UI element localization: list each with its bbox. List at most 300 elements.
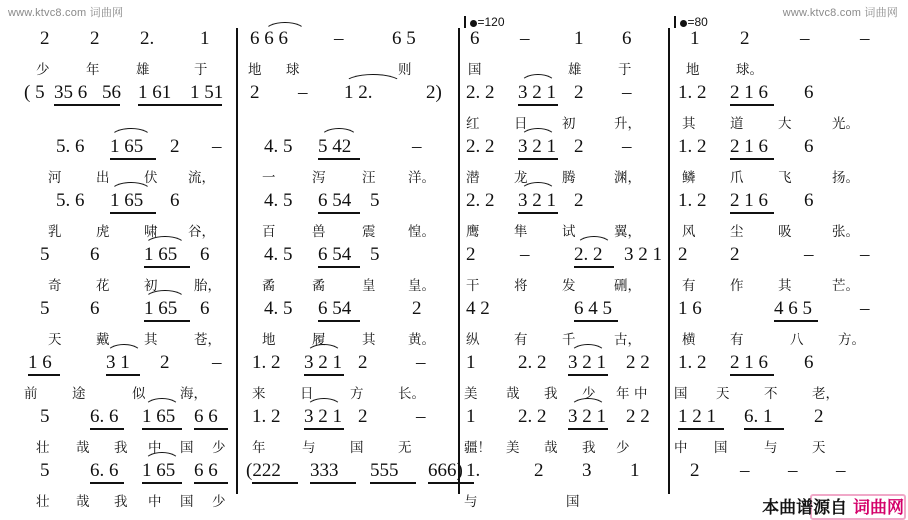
note: 1. 2 bbox=[678, 82, 707, 103]
beam bbox=[194, 482, 228, 484]
note: 2 bbox=[358, 406, 368, 427]
beam bbox=[568, 428, 608, 430]
lyric: 天 bbox=[716, 386, 730, 402]
lyric: 途 bbox=[72, 386, 86, 402]
note: 1 bbox=[466, 352, 476, 373]
beam bbox=[730, 158, 774, 160]
note: – bbox=[520, 244, 530, 265]
note: 2) bbox=[426, 82, 442, 103]
note: 5 42 bbox=[318, 136, 352, 157]
note: 2 bbox=[466, 244, 476, 265]
note: 5 bbox=[40, 406, 50, 427]
lyric: 扬。 bbox=[832, 170, 859, 186]
note: – bbox=[860, 298, 870, 319]
note: 6 6 bbox=[194, 460, 218, 481]
lyric: 光。 bbox=[832, 116, 859, 132]
tempo-mark-2: =80 bbox=[676, 14, 708, 29]
note: – bbox=[804, 244, 814, 265]
lyric: 我 bbox=[114, 494, 128, 510]
lyric: 少 bbox=[616, 440, 630, 456]
note: 4. 5 bbox=[264, 298, 293, 319]
note: 3 2 1 bbox=[624, 244, 662, 265]
note: 2 bbox=[534, 460, 544, 481]
beam bbox=[428, 482, 474, 484]
lyric: 芒。 bbox=[832, 278, 859, 294]
lyric: 初 bbox=[562, 116, 576, 132]
lyric: 花 bbox=[96, 278, 110, 294]
lyric: 于 bbox=[618, 62, 632, 78]
lyric: 古， bbox=[614, 332, 641, 348]
note: – bbox=[860, 244, 870, 265]
lyric: 皇 bbox=[362, 278, 376, 294]
note: 2 bbox=[358, 352, 368, 373]
lyric: 硎， bbox=[614, 278, 641, 294]
note: 1 65 bbox=[144, 244, 178, 265]
note: 2 1 6 bbox=[730, 352, 768, 373]
lyric: 中 bbox=[634, 386, 648, 402]
note: 3 2 1 bbox=[518, 190, 556, 211]
tempo-mark-1: =120 bbox=[466, 14, 505, 29]
lyric: 哉 bbox=[76, 494, 90, 510]
score-row bbox=[14, 404, 894, 458]
note: 2 bbox=[690, 460, 700, 481]
note: 2 bbox=[678, 244, 688, 265]
lyric: 谷， bbox=[188, 224, 215, 240]
note: 2 1 6 bbox=[730, 190, 768, 211]
note: – bbox=[800, 28, 810, 49]
lyric: 于 bbox=[194, 62, 208, 78]
lyric: 则 bbox=[398, 62, 412, 78]
note: – bbox=[860, 28, 870, 49]
note: 2 bbox=[730, 244, 740, 265]
note: 3 2 1 bbox=[518, 82, 556, 103]
lyric: 来 bbox=[252, 386, 266, 402]
lyric: 似 bbox=[132, 386, 146, 402]
lyric: 国 bbox=[674, 386, 688, 402]
note: 2. bbox=[140, 28, 155, 49]
lyric: 矞 bbox=[262, 278, 276, 294]
footer-credit bbox=[762, 493, 904, 518]
note: 2 bbox=[814, 406, 824, 427]
note: 2 bbox=[250, 82, 260, 103]
beam bbox=[144, 266, 190, 268]
lyric: 流， bbox=[188, 170, 215, 186]
lyric: 张。 bbox=[832, 224, 859, 240]
note: 6 54 bbox=[318, 190, 352, 211]
note: 1 bbox=[630, 460, 640, 481]
lyric: 日 bbox=[514, 116, 528, 132]
beam bbox=[774, 320, 818, 322]
note: – bbox=[788, 460, 798, 481]
lyric: 美 bbox=[464, 386, 478, 402]
lyric: 中 bbox=[674, 440, 688, 456]
lyric: 疆！ bbox=[464, 440, 491, 456]
lyric: 与 bbox=[302, 440, 316, 456]
note: 5 bbox=[40, 298, 50, 319]
beam bbox=[304, 374, 344, 376]
note: 2. 2 bbox=[518, 352, 547, 373]
score-row bbox=[14, 188, 894, 242]
lyric: 有 bbox=[730, 332, 744, 348]
watermark-right: www.ktvc8.com 词曲网 bbox=[782, 7, 898, 19]
note: – bbox=[212, 352, 222, 373]
beam bbox=[318, 266, 360, 268]
lyric: 其 bbox=[362, 332, 376, 348]
lyric: 天 bbox=[812, 440, 826, 456]
lyric: 虎 bbox=[96, 224, 110, 240]
beam bbox=[138, 104, 222, 106]
score-row bbox=[14, 242, 894, 296]
note: 4. 5 bbox=[264, 136, 293, 157]
beam bbox=[54, 104, 120, 106]
note: 4 6 5 bbox=[774, 298, 812, 319]
note: 1. 2 bbox=[678, 352, 707, 373]
lyric: 鹰 bbox=[466, 224, 480, 240]
lyric: 履 bbox=[312, 332, 326, 348]
note: 6. 6 bbox=[90, 406, 119, 427]
beam bbox=[90, 428, 124, 430]
lyric: 干 bbox=[466, 278, 480, 294]
note: 6. 1 bbox=[744, 406, 773, 427]
lyric: 吸 bbox=[778, 224, 792, 240]
note: – bbox=[740, 460, 750, 481]
note: 4. 5 bbox=[264, 190, 293, 211]
lyric: 与 bbox=[764, 440, 778, 456]
note: – bbox=[416, 406, 426, 427]
lyric: 不 bbox=[764, 386, 778, 402]
note: 1 2 1 bbox=[678, 406, 716, 427]
lyric: 皇。 bbox=[408, 278, 435, 294]
lyric: 初 bbox=[144, 278, 158, 294]
lyric: 少 bbox=[582, 386, 596, 402]
lyric: 美 bbox=[506, 440, 520, 456]
note: 2. 2 bbox=[574, 244, 603, 265]
note: 1 65 bbox=[144, 298, 178, 319]
note: 555 bbox=[370, 460, 399, 481]
note: 1 65 bbox=[142, 460, 176, 481]
lyric: 少 bbox=[212, 440, 226, 456]
note: 1 bbox=[574, 28, 584, 49]
lyric: 哉 bbox=[544, 440, 558, 456]
lyric: 隼 bbox=[514, 224, 528, 240]
lyric: 风 bbox=[682, 224, 696, 240]
note: 6 bbox=[470, 28, 480, 49]
note: 1 51 bbox=[190, 82, 224, 103]
lyric: 矞 bbox=[312, 278, 326, 294]
note: 3 2 1 bbox=[304, 406, 342, 427]
note: 5. 6 bbox=[56, 136, 85, 157]
note: 1. 2 bbox=[678, 136, 707, 157]
lyric: 千 bbox=[562, 332, 576, 348]
note: 1. 2 bbox=[252, 352, 281, 373]
note: 2 2 bbox=[626, 352, 650, 373]
footer-site-link[interactable]: 词曲网 bbox=[853, 498, 904, 518]
lyric: 泻 bbox=[312, 170, 326, 186]
note: 2 bbox=[412, 298, 422, 319]
note: 3 1 bbox=[106, 352, 130, 373]
lyric: 少 bbox=[212, 494, 226, 510]
beam bbox=[194, 428, 228, 430]
lyric: 发 bbox=[562, 278, 576, 294]
score-row bbox=[14, 80, 894, 134]
note: 6 bbox=[804, 352, 814, 373]
note: 5. 6 bbox=[56, 190, 85, 211]
beam bbox=[318, 158, 360, 160]
beam bbox=[110, 158, 156, 160]
note: 6 bbox=[804, 190, 814, 211]
note: – bbox=[520, 28, 530, 49]
beam bbox=[568, 374, 608, 376]
lyric: 将 bbox=[514, 278, 528, 294]
lyric: 方。 bbox=[838, 332, 865, 348]
note: 2. 2 bbox=[466, 82, 495, 103]
note: 1. 2 bbox=[252, 406, 281, 427]
lyric: 河 bbox=[48, 170, 62, 186]
note: 4. 5 bbox=[264, 244, 293, 265]
note: 1 65 bbox=[110, 190, 144, 211]
note: 2 bbox=[90, 28, 100, 49]
note: – bbox=[334, 28, 344, 49]
note: 3 2 1 bbox=[518, 136, 556, 157]
lyric: 八 bbox=[790, 332, 804, 348]
note: 6 bbox=[804, 82, 814, 103]
note: 35 6 bbox=[54, 82, 88, 103]
note: 3 2 1 bbox=[568, 406, 606, 427]
lyric: 中 bbox=[148, 494, 162, 510]
beam bbox=[318, 320, 360, 322]
lyric: 苍， bbox=[194, 332, 221, 348]
lyric: 我 bbox=[114, 440, 128, 456]
lyric: 潜 bbox=[466, 170, 480, 186]
lyric: 红 bbox=[466, 116, 480, 132]
lyric: 纵 bbox=[466, 332, 480, 348]
score-row bbox=[14, 350, 894, 404]
note: 6 bbox=[804, 136, 814, 157]
note: 6 54 bbox=[318, 298, 352, 319]
note: 1 bbox=[466, 406, 476, 427]
lyric: 年 bbox=[252, 440, 266, 456]
beam bbox=[518, 158, 558, 160]
note: 2. 2 bbox=[466, 190, 495, 211]
note: 1 65 bbox=[110, 136, 144, 157]
note: 1. bbox=[466, 460, 481, 481]
note: 3 bbox=[582, 460, 592, 481]
lyric: 作 bbox=[730, 278, 744, 294]
lyric: 中 bbox=[148, 440, 162, 456]
note: 5 bbox=[40, 244, 50, 265]
lyric: 壮 bbox=[36, 494, 50, 510]
lyric: 雄 bbox=[568, 62, 582, 78]
lyric: 地 bbox=[262, 332, 276, 348]
lyric: 雄 bbox=[136, 62, 150, 78]
note: 2 bbox=[740, 28, 750, 49]
lyric: 伏 bbox=[144, 170, 158, 186]
note: 2 bbox=[574, 136, 584, 157]
note: 6 bbox=[90, 244, 100, 265]
note: 6 bbox=[200, 244, 210, 265]
note: 6 5 bbox=[392, 28, 416, 49]
note: 333 bbox=[310, 460, 339, 481]
note: 2 1 6 bbox=[730, 136, 768, 157]
note: 3 2 1 bbox=[304, 352, 342, 373]
lyric: 海， bbox=[180, 386, 207, 402]
note: 1 bbox=[690, 28, 700, 49]
lyric: 国 bbox=[714, 440, 728, 456]
note: 6 bbox=[90, 298, 100, 319]
lyric: 年 bbox=[86, 62, 100, 78]
note: – bbox=[836, 460, 846, 481]
lyric: 国 bbox=[566, 494, 580, 510]
lyric: 方 bbox=[350, 386, 364, 402]
lyric: 有 bbox=[682, 278, 696, 294]
note: 2. 2 bbox=[466, 136, 495, 157]
note: 6 bbox=[200, 298, 210, 319]
note: 6 6 bbox=[194, 406, 218, 427]
note: 2 2 bbox=[626, 406, 650, 427]
lyric: 哉 bbox=[506, 386, 520, 402]
beam bbox=[304, 428, 344, 430]
lyric: 年 bbox=[616, 386, 630, 402]
lyric: 无 bbox=[398, 440, 412, 456]
note: – bbox=[622, 82, 632, 103]
lyric: 一 bbox=[262, 170, 276, 186]
score-row bbox=[14, 134, 894, 188]
beam bbox=[730, 104, 774, 106]
beam bbox=[144, 320, 190, 322]
beam bbox=[142, 482, 182, 484]
lyric: 爪 bbox=[730, 170, 744, 186]
lyric: 汪 bbox=[362, 170, 376, 186]
lyric: 兽 bbox=[312, 224, 326, 240]
note: – bbox=[412, 136, 422, 157]
beam bbox=[518, 212, 558, 214]
note: 1 bbox=[200, 28, 210, 49]
beam bbox=[142, 428, 182, 430]
lyric: 球。 bbox=[736, 62, 763, 78]
lyric: 国 bbox=[180, 440, 194, 456]
lyric: 试 bbox=[562, 224, 576, 240]
note: 6 4 5 bbox=[574, 298, 612, 319]
lyric: 鳞 bbox=[682, 170, 696, 186]
lyric: 百 bbox=[262, 224, 276, 240]
lyric: 胎， bbox=[194, 278, 221, 294]
lyric: 与 bbox=[464, 494, 478, 510]
lyric: 升， bbox=[614, 116, 641, 132]
lyric: 我 bbox=[582, 440, 596, 456]
note: 2 bbox=[160, 352, 170, 373]
lyric: 长。 bbox=[398, 386, 425, 402]
lyric: 壮 bbox=[36, 440, 50, 456]
lyric: 大 bbox=[778, 116, 792, 132]
lyric: 洋。 bbox=[408, 170, 435, 186]
lyric: 惶。 bbox=[408, 224, 435, 240]
note: 5 bbox=[40, 460, 50, 481]
score-row bbox=[14, 26, 894, 80]
note: – bbox=[298, 82, 308, 103]
lyric: 奇 bbox=[48, 278, 62, 294]
lyric: 震 bbox=[362, 224, 376, 240]
beam bbox=[90, 482, 124, 484]
lyric: 戴 bbox=[96, 332, 110, 348]
note: 2 bbox=[574, 82, 584, 103]
beam bbox=[730, 374, 774, 376]
beam bbox=[518, 104, 558, 106]
note: 1. 2 bbox=[678, 190, 707, 211]
lyric: 地 bbox=[248, 62, 262, 78]
lyric: 国 bbox=[468, 62, 482, 78]
footer-credit-prefix: 本曲谱源自 bbox=[762, 498, 848, 518]
lyric: 球 bbox=[286, 62, 300, 78]
beam bbox=[106, 374, 140, 376]
beam bbox=[730, 212, 774, 214]
note: 6 bbox=[622, 28, 632, 49]
note: 56 bbox=[102, 82, 121, 103]
lyric: 啸 bbox=[144, 224, 158, 240]
note: 4 2 bbox=[466, 298, 490, 319]
note: ( 5 bbox=[24, 82, 45, 103]
note: 1 2. bbox=[344, 82, 373, 103]
note: 1 65 bbox=[142, 406, 176, 427]
lyric: 地 bbox=[686, 62, 700, 78]
watermark-left: www.ktvc8.com 词曲网 bbox=[8, 7, 124, 19]
note: 5 bbox=[370, 190, 380, 211]
note: 6 6 6 bbox=[250, 28, 288, 49]
beam bbox=[678, 428, 724, 430]
lyric: 国 bbox=[350, 440, 364, 456]
lyric: 日 bbox=[300, 386, 314, 402]
lyric: 龙 bbox=[514, 170, 528, 186]
note: 2. 2 bbox=[518, 406, 547, 427]
lyric: 乳 bbox=[48, 224, 62, 240]
note: (222 bbox=[246, 460, 281, 481]
lyric: 尘 bbox=[730, 224, 744, 240]
beam bbox=[28, 374, 60, 376]
lyric: 腾 bbox=[562, 170, 576, 186]
beam bbox=[310, 482, 356, 484]
lyric: 道 bbox=[730, 116, 744, 132]
note: 2 bbox=[40, 28, 50, 49]
lyric: 国 bbox=[180, 494, 194, 510]
note: 6 54 bbox=[318, 244, 352, 265]
beam bbox=[574, 320, 618, 322]
beam bbox=[574, 266, 614, 268]
lyric: 横 bbox=[682, 332, 696, 348]
lyric: 其 bbox=[144, 332, 158, 348]
score-row bbox=[14, 296, 894, 350]
lyric: 哉 bbox=[76, 440, 90, 456]
beam bbox=[744, 428, 784, 430]
note: 666) bbox=[428, 460, 463, 481]
note: – bbox=[416, 352, 426, 373]
lyric: 其 bbox=[778, 278, 792, 294]
lyric: 我 bbox=[544, 386, 558, 402]
note: 2 1 6 bbox=[730, 82, 768, 103]
lyric: 出 bbox=[96, 170, 110, 186]
lyric: 老， bbox=[812, 386, 839, 402]
lyric: 黄。 bbox=[408, 332, 435, 348]
note: 2 bbox=[170, 136, 180, 157]
note: 1 6 bbox=[28, 352, 52, 373]
lyric: 前 bbox=[24, 386, 38, 402]
note: 1 61 bbox=[138, 82, 172, 103]
note: 1 6 bbox=[678, 298, 702, 319]
lyric: 少 bbox=[36, 62, 50, 78]
lyric: 飞 bbox=[778, 170, 792, 186]
lyric: 渊， bbox=[614, 170, 641, 186]
lyric: 天 bbox=[48, 332, 62, 348]
note: 3 2 1 bbox=[568, 352, 606, 373]
note: 6. 6 bbox=[90, 460, 119, 481]
